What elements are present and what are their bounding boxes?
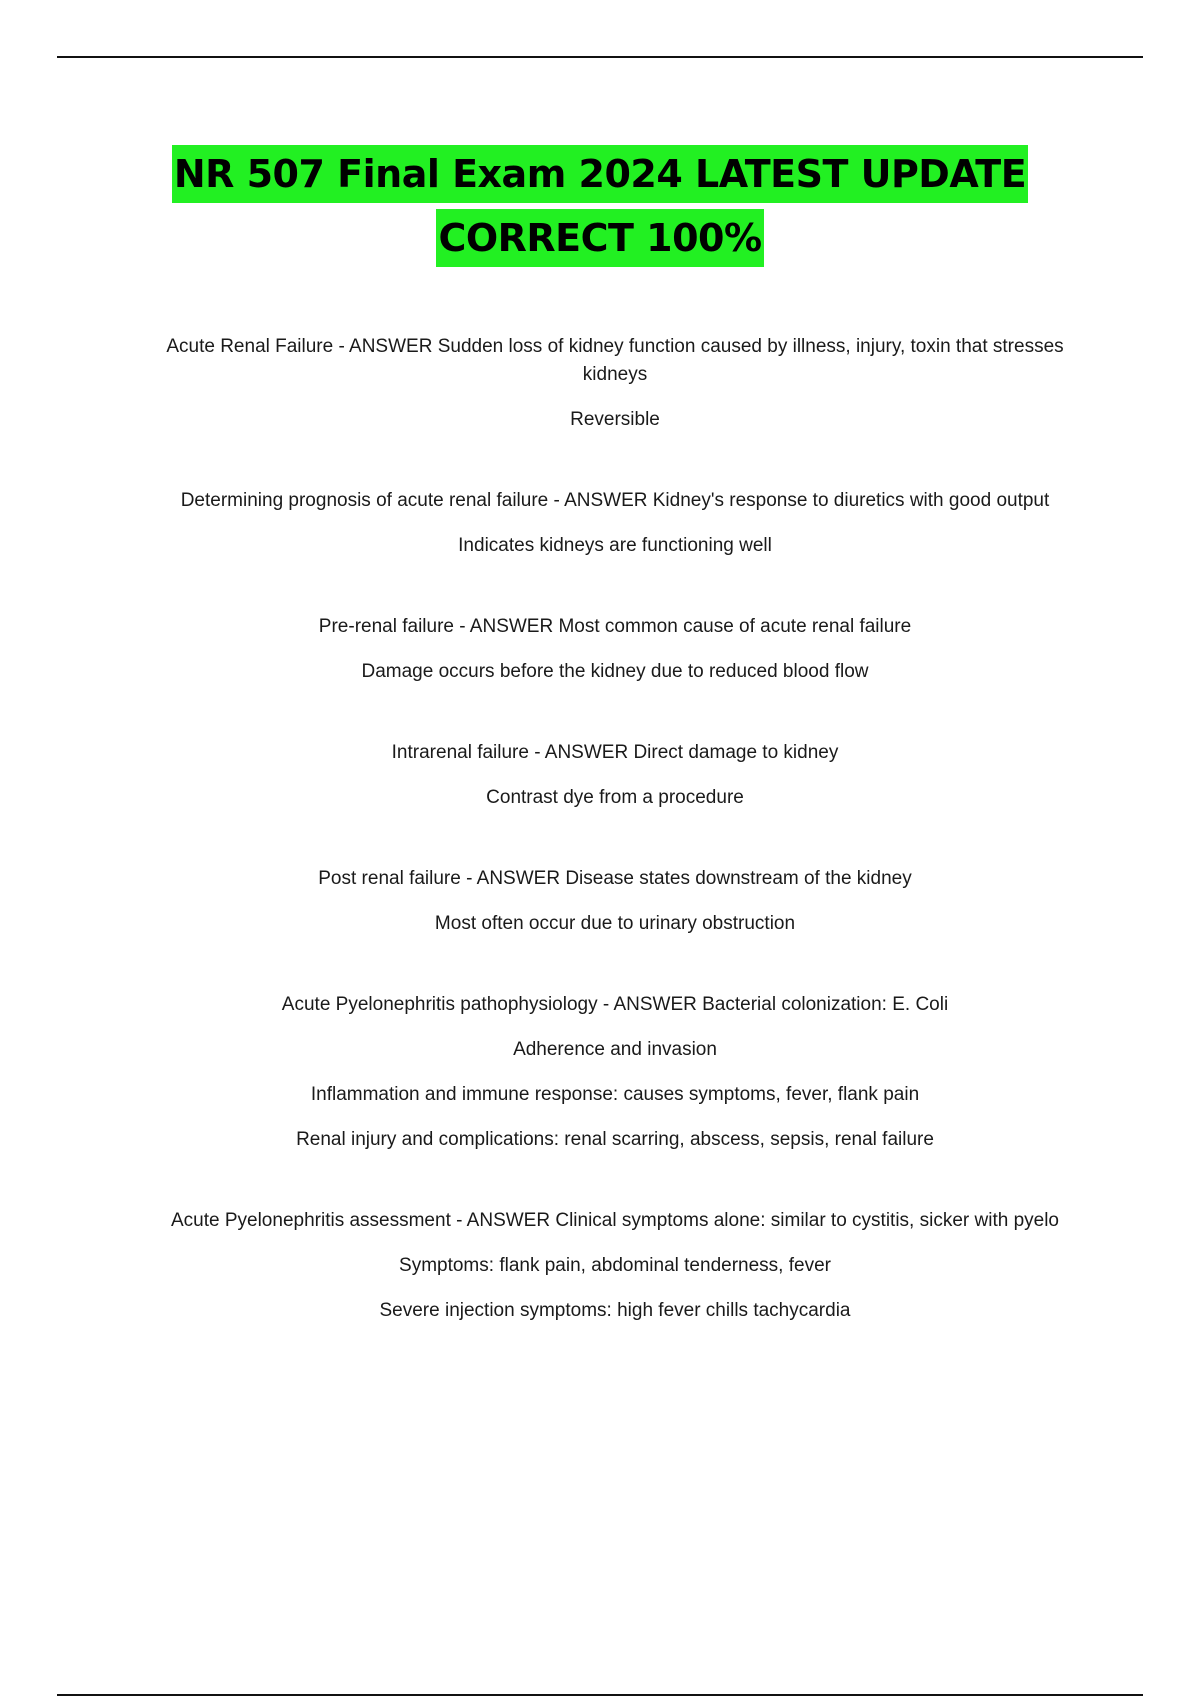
entry-intrarenal-failure <box>140 739 1090 812</box>
entry-pyelonephritis-assessment <box>140 1207 1090 1325</box>
entry-question-answer: Acute Renal Failure - ANSWER Sudden loss of kidney function caused by illness, injury, toxin that stresses kidneys <box>166 336 1064 385</box>
entry-detail: Contrast dye from a procedure <box>486 787 744 808</box>
entry-detail: Severe injection symptoms: high fever chills tachycardia <box>379 1300 851 1321</box>
entry-question-answer: Acute Pyelonephritis assessment - ANSWER Clinical symptoms alone: similar to cystitis, sicker with pyelo <box>170 1210 1059 1231</box>
entry-detail: Adherence and invasion <box>513 1039 717 1060</box>
entry-prognosis <box>140 487 1090 560</box>
entry-pre-renal-failure <box>140 613 1090 686</box>
entry-question-answer: Acute Pyelonephritis pathophysiology - ANSWER Bacterial colonization: E. Coli <box>281 994 949 1015</box>
entry-question-answer: Determining prognosis of acute renal failure - ANSWER Kidney's response to diuretics with good output <box>180 490 1050 511</box>
entry-post-renal-failure <box>140 865 1090 938</box>
entry-question-answer: Intrarenal failure - ANSWER Direct damage to kidney <box>391 742 839 763</box>
entry-acute-renal-failure <box>140 333 1090 434</box>
entry-detail: Indicates kidneys are functioning well <box>458 535 772 556</box>
entry-pyelonephritis-pathophysiology <box>140 991 1090 1154</box>
entry-detail: Most often occur due to urinary obstruction <box>434 913 796 934</box>
entry-detail: Renal injury and complications: renal scarring, abscess, sepsis, renal failure <box>296 1129 934 1150</box>
top-rule <box>57 56 1143 58</box>
entry-detail: Reversible <box>570 409 660 430</box>
entry-detail: Damage occurs before the kidney due to reduced blood flow <box>361 661 869 682</box>
bottom-rule <box>57 1694 1143 1696</box>
entry-detail: Symptoms: flank pain, abdominal tenderness, fever <box>399 1255 831 1276</box>
entry-question-answer: Post renal failure - ANSWER Disease states downstream of the kidney <box>318 868 912 889</box>
flashcard-list <box>140 333 1090 1378</box>
entry-question-answer: Pre-renal failure - ANSWER Most common cause of acute renal failure <box>318 616 912 637</box>
title-line-2: CORRECT 100% <box>436 209 763 267</box>
document-title <box>60 145 1140 273</box>
title-line-1: NR 507 Final Exam 2024 LATEST UPDATE <box>172 145 1028 203</box>
entry-detail: Inflammation and immune response: causes symptoms, fever, flank pain <box>310 1084 920 1105</box>
